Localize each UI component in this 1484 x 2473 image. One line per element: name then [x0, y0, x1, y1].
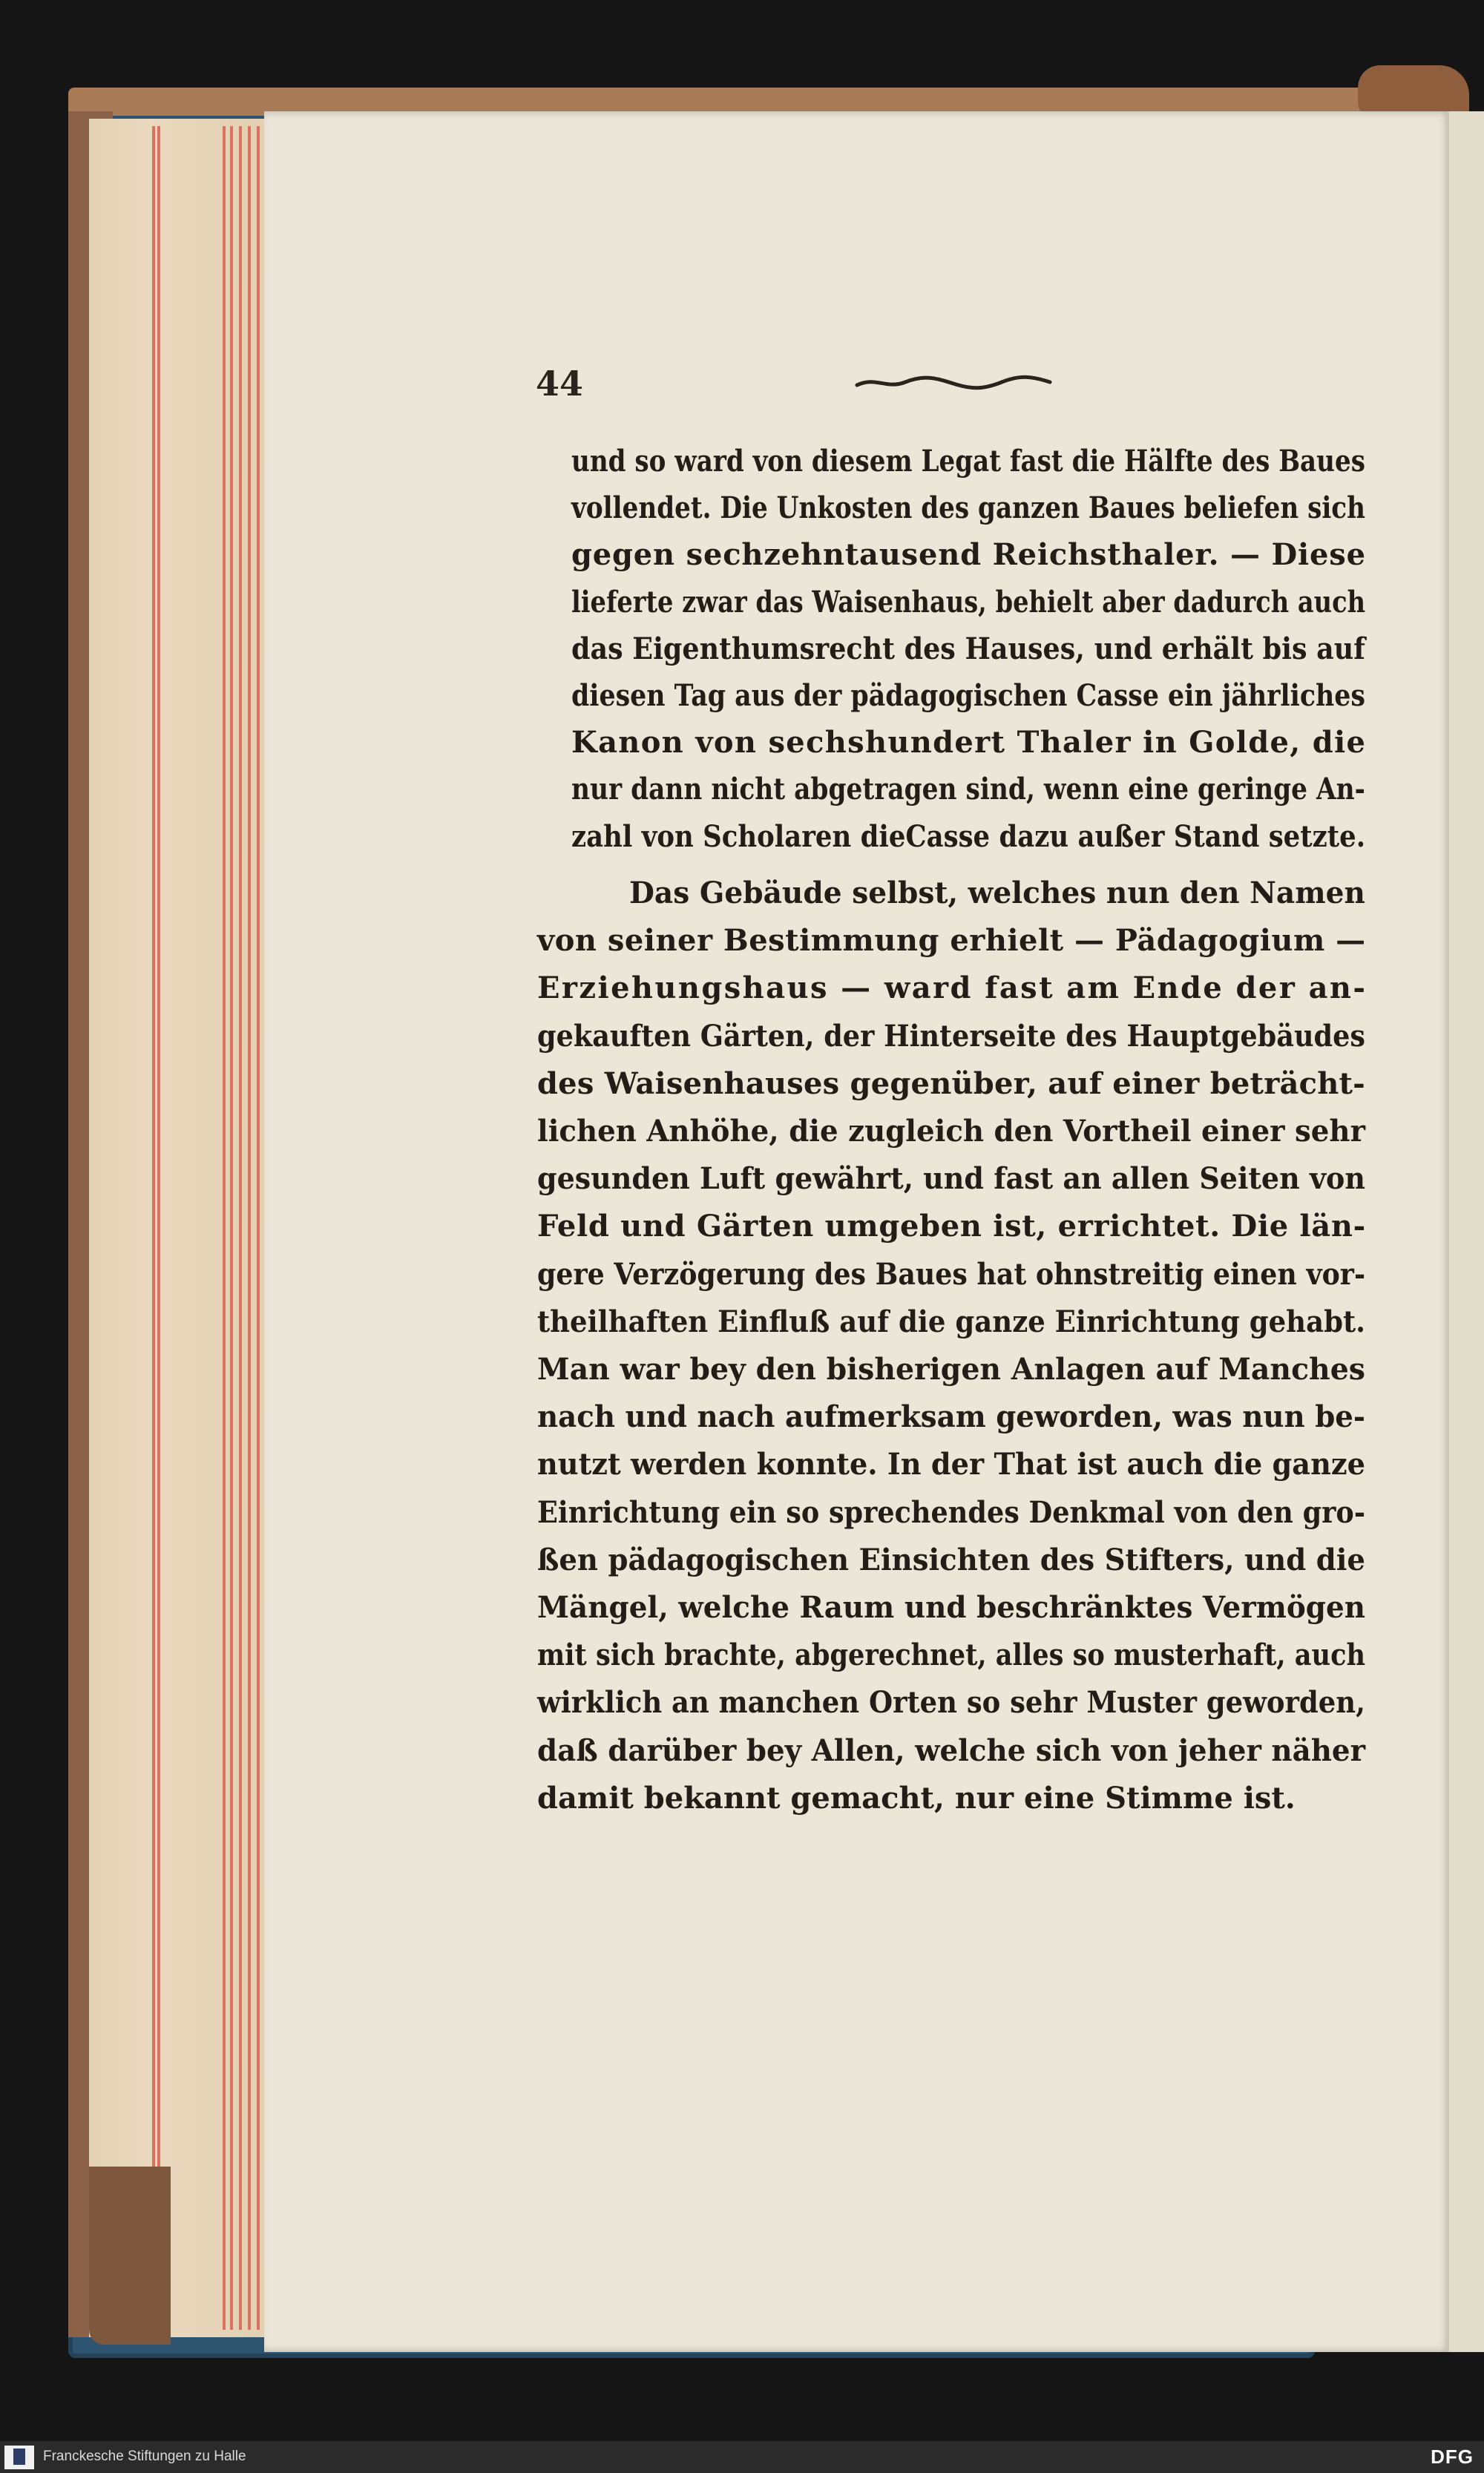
text-line: gere Verzögerung des Baues hat ohnstreitig einen vor-	[537, 1256, 1366, 1292]
text-line: nutzt werden konnte. In der That ist auch die ganze	[537, 1447, 1365, 1482]
institution-logo-icon	[4, 2446, 34, 2469]
text-line: Einrichtung ein so sprechendes Denkmal von den gro-	[537, 1494, 1366, 1530]
institution-name: Franckesche Stiftungen zu Halle	[43, 2449, 246, 2464]
red-page-edge	[223, 126, 226, 2330]
red-page-edge	[152, 126, 155, 2330]
cover-worn-corner	[1358, 65, 1469, 117]
text-line: Mängel, welche Raum und beschränktes Vermögen	[537, 1590, 1366, 1625]
text-line: gegen sechzehntausend Reichsthaler. — Diese	[571, 537, 1366, 573]
text-line: mit sich brachte, abgerechnet, alles so musterhaft, auch	[537, 1638, 1366, 1673]
text-line: Feld und Gärten umgeben ist, errichtet. Die län-	[537, 1209, 1366, 1244]
text-line: gesunden Luft gewährt, und fast an allen Seiten von	[537, 1161, 1366, 1197]
right-page-edge	[1447, 111, 1484, 2352]
text-line: lieferte zwar das Waisenhaus, behielt aber dadurch auch	[571, 584, 1366, 620]
text-line: zahl von Scholaren dieCasse dazu außer Stand setzte.	[571, 818, 1366, 854]
red-page-edge	[230, 126, 233, 2330]
red-page-edge	[239, 126, 242, 2330]
text-line: gekauften Gärten, der Hinterseite des Hauptgebäudes	[537, 1018, 1366, 1054]
text-line: das Eigenthumsrecht des Hauses, und erhält bis auf	[571, 631, 1365, 666]
text-line: nach und nach aufmerksam geworden, was nun be-	[537, 1399, 1366, 1435]
red-page-edge	[157, 126, 160, 2330]
cover-worn-corner-bottom	[89, 2167, 171, 2345]
header-ornament	[853, 367, 1054, 397]
text-line: nur dann nicht abgetragen sind, wenn eine geringe An-	[571, 772, 1365, 807]
text-line: und so ward von diesem Legat fast die Hälfte des Baues	[571, 444, 1365, 479]
page-number: 44	[536, 364, 584, 404]
text-line: vollendet. Die Unkosten des ganzen Baues beliefen sich	[571, 490, 1365, 526]
text-line: lichen Anhöhe, die zugleich den Vortheil einer sehr	[537, 1114, 1365, 1149]
red-page-edge	[248, 126, 251, 2330]
text-line: des Waisenhauses gegenüber, auf einer beträcht-	[537, 1065, 1365, 1101]
text-line: Erziehungshaus — ward fast am Ende der an-	[537, 971, 1368, 1006]
text-line: von seiner Bestimmung erhielt — Pädagogium —	[537, 923, 1366, 959]
text-line: damit bekannt gemacht, nur eine Stimme ist.	[537, 1780, 1296, 1816]
text-line: daß darüber bey Allen, welche sich von jeher näher	[537, 1733, 1366, 1768]
text-line: ßen pädagogischen Einsichten des Stifters, und die	[537, 1542, 1365, 1577]
text-line: Kanon von sechshundert Thaler in Golde, die	[571, 725, 1367, 761]
text-line: theilhaften Einfluß auf die ganze Einrichtung gehabt.	[537, 1304, 1365, 1339]
viewer-footer	[0, 2441, 1484, 2473]
red-page-edge	[257, 126, 260, 2330]
text-line: diesen Tag aus der pädagogischen Casse ein jährliches	[571, 678, 1365, 713]
dfg-logo: DFG	[1431, 2446, 1474, 2468]
text-line: Man war bey den bisherigen Anlagen auf Manches	[537, 1352, 1365, 1387]
text-line: Das Gebäude selbst, welches nun den Namen	[629, 876, 1365, 910]
text-line: wirklich an manchen Orten so sehr Muster geworden,	[537, 1685, 1365, 1721]
